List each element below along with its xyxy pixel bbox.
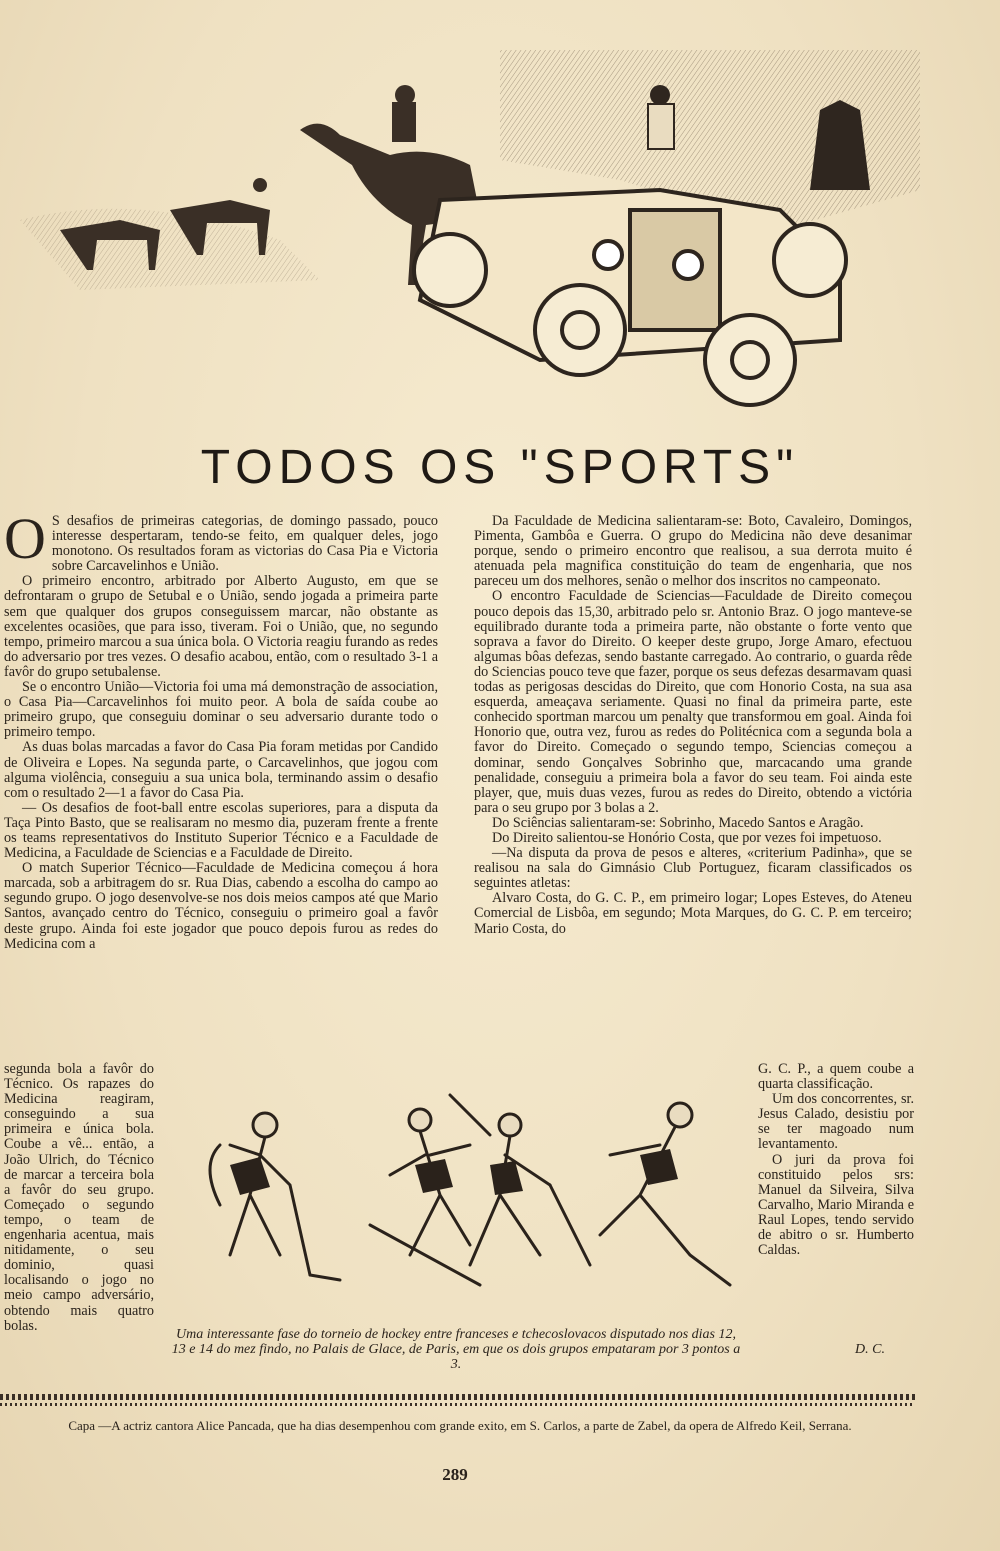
left-paragraph-1 [4,506,438,575]
page-title: TODOS OS "SPORTS" [200,441,800,494]
left-paragraph-4: As duas bolas marcadas a favor do Casa Pia foram metidas por Candido de Oliveira e Lopes. Na segunda parte, o Carcavelinhos, que jogou com alguma violência, conseguiu a sua unica bola, terminando assim o desafio com o resultado 2—1 a favor do Casa Pia. [4,739,438,801]
left-column [4,506,438,952]
left-paragraph-6: O match Superior Técnico—Faculdade de Medicina começou á hora marcada, sob a arbitragem do sr. Rua Dias, cabendo a escolha do campo ao segundo grupo. O jogo desenvolve-se nos dois meios campos até que Mario Santos, avançado centro do Técnico, conseguiu o primeiro goal a favôr deste grupo. Ainda foi este jogador que pouco depois furou as redes do Medicina com a [4,860,438,952]
right-paragraph-1: Da Faculdade de Medicina salientaram-se: Boto, Cavaleiro, Domingos, Pimenta, Gambôa e Guerra. O grupo do Medicina não deve desanimar porque, sendo o primeiro encontro que realisou, a sua derrota muito é atenuada pela magnifica constituição do team de engenharia, que nos pareceu um dos melhores, senão o melhor dos inscritos no campeonato. [474,513,912,590]
illustration-caption: Uma interessante fase do torneio de hockey entre franceses e tchecoslovacos disputado nos dias 12, 13 e 14 do mez findo, no Palais de Glace, de Paris, em que os dois grupos empataram por 3 pontos a 3. [171,1327,741,1372]
left-paragraph-5: — Os desafios de foot-ball entre escolas superiores, para a disputa da Taça Pinto Basto, que se realisaram no mesmo dia, puzeram frente a frente os teams representativos do Instituto Superior Técnico e a Faculdade de Medicina, a Faculdade de Sciencias e a Faculdade de Direito. [4,799,438,862]
author-signature: D. C. [855,1342,885,1357]
decorative-rule [0,1394,915,1400]
hockey-illustration [170,1085,750,1325]
hunt-and-car-illustration [20,40,960,410]
right-paragraph-4: Do Direito salientou-se Honório Costa, que por vezes foi impetuoso. [492,829,882,846]
right-narrow-column [758,1062,914,1258]
left-paragraph-3: Se o encontro União—Victoria foi uma má demonstração de association, o Casa Pia—Carcavelinhos foi muito peor. A bola de saída coube ao primeiro grupo, que conseguiu dominar o seu adversario durante todo o primeiro tempo. [4,679,438,741]
right-narrow-paragraph-3: O juri da prova foi constituido pelos srs: Manuel da Silveira, Silva Carvalho, Mario Miranda e Raul Lopes, tendo servido de abitro o sr. Humberto Caldas. [758,1151,914,1259]
left-narrow-text: segunda bola a favôr do Técnico. Os rapazes do Medicina reagiram, conseguindo a sua primeira e única bola. Coube a vê... então, a João Ulrich, do Técnico de marcar a terceira bola a favôr do seu grupo. Começado o segundo tempo, o team de engenharia acentua, mais nitidamente, o seu dominio, quasi localisando o jogo no meio campo adversário, obtendo mais quatro bolas. [4,1061,154,1334]
left-paragraph-2: O primeiro encontro, arbitrado por Alberto Augusto, em que se defrontaram o grupo de Setubal e o União, sendo jogada a primeira parte sem que qualquer dos grupos conseguissem marcar, não obstante as excelentes ocasiões, que para isso, tiveram. Foi o União, que, no segundo tempo, primeiro marcou a sua única bola. O Victoria reagiu furando as redes do adversario por tres vezes. O desafio acabou, então, com o resultado 3-1 a favôr do grupo setubalense. [4,573,438,680]
right-paragraph-5: —Na disputa da prova de pesos e alteres, «criterium Padinha», que se realisou na sala do Gimnásio Club Portuguez, ficaram classificados os seguintes atletas: [474,845,912,892]
right-column [474,514,912,937]
drop-cap: O [4,506,46,571]
left-paragraph-1-text: S desafios de primeiras categorias, de domingo passado, pouco interesse despertaram, tendo-se feito, em qualquer deles, jogo monotono. Os resultados foram as victorias do Casa Pia e Victoria sobre Carcavelinhos e União. [51,513,438,575]
right-paragraph-2: O encontro Faculdade de Sciencias—Faculdade de Direito começou pouco depois das 15,30, arbitrado pelo sr. Antonio Braz. O jogo manteve-se equilibrado durante toda a primeira parte, não obstante o forte vento que soprava a favor do Direito. O keeper deste grupo, Jorge Amaro, efectuou algumas bôas defezas, sendo bastante carregado. Ao contrario, o guarda rêde do Sciencias pouco teve que fazer, porque os seus defezas desarmavam quasi todas as perigosas descidas do Direito, que com Honorio Costa, na sua asa esquerda, ameaçava seriamente. Quasi no final da primeira parte, este conhecido sportman marcou um penalty que transformou em goal. Ainda foi Honorio que, outra vez, furou as redes do Politécnica com a segunda bola a favor do Direito. Começado o segundo tempo, Sciencias começou a dominar, sendo Gonçalves Sobrinho que, marcacando uma grande penalidade, conseguiu a primeira bola a favor do seu team. Foi ainda este player, que, muis duas vezes, furou as redes do Direito, obtendo a victória para o seu grupo por 3 bolas a 2. [474,588,912,816]
page-number: 289 [442,1465,468,1484]
left-narrow-column [4,1062,154,1334]
right-narrow-paragraph-1: G. C. P., a quem coube a quarta classificação. [758,1061,914,1093]
right-paragraph-6: Alvaro Costa, do G. C. P., em primeiro logar; Lopes Esteves, do Ateneu Comercial de Lisbôa, em segundo; Mota Marques, do G. C. P. em terceiro; Mario Costa, do [474,890,912,937]
right-narrow-paragraph-2: Um dos concorrentes, sr. Jesus Calado, desistiu por se ter magoado num levantamento. [758,1091,914,1153]
cover-note: Capa —A actriz cantora Alice Pancada, que ha dias desempenhou com grande exito, em S. Carlos, a parte de Zabel, da opera de Alfredo Keil, Serrana. [68,1418,852,1433]
decorative-rule-thin [0,1403,915,1406]
right-paragraph-3: Do Sciências salientaram-se: Sobrinho, Macedo Santos e Aragão. [492,814,864,831]
